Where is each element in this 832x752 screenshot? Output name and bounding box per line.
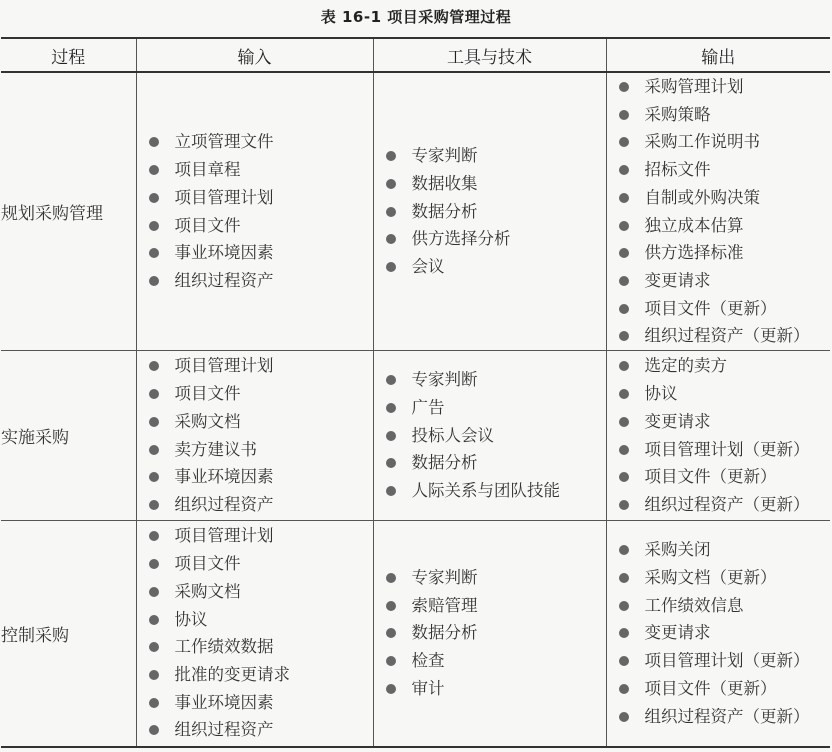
list-item: 立项管理文件 <box>145 128 373 156</box>
outputs-list <box>607 536 831 730</box>
inputs-cell <box>136 521 373 747</box>
list-item: 采购策略 <box>615 101 831 129</box>
list-item: 选定的卖方 <box>615 352 831 380</box>
list-item: 审计 <box>382 675 606 703</box>
list-item: 批准的变更请求 <box>145 661 373 689</box>
header-outputs: 输出 <box>606 38 830 72</box>
table-header-row <box>1 38 830 72</box>
list-item: 数据分析 <box>382 198 606 226</box>
list-item: 组织过程资产 <box>145 267 373 295</box>
tools-cell <box>373 521 606 747</box>
inputs-cell <box>136 351 373 521</box>
outputs-cell <box>606 72 830 351</box>
list-item: 采购工作说明书 <box>615 128 831 156</box>
list-item: 协议 <box>145 606 373 634</box>
list-item: 采购关闭 <box>615 536 831 564</box>
list-item: 项目管理计划（更新） <box>615 647 831 675</box>
list-item: 组织过程资产 <box>145 491 373 519</box>
list-item: 工作绩效信息 <box>615 592 831 620</box>
list-item: 采购文档 <box>145 408 373 436</box>
header-process: 过程 <box>1 38 136 72</box>
tools-cell <box>373 351 606 521</box>
list-item: 工作绩效数据 <box>145 633 373 661</box>
list-item: 组织过程资产（更新） <box>615 322 831 350</box>
list-item: 数据分析 <box>382 449 606 477</box>
list-item: 变更请求 <box>615 267 831 295</box>
tools-list <box>374 564 606 703</box>
list-item: 项目管理计划（更新） <box>615 436 831 464</box>
list-item: 专家判断 <box>382 564 606 592</box>
list-item: 事业环境因素 <box>145 239 373 267</box>
process-name: 实施采购 <box>1 351 136 521</box>
list-item: 组织过程资产（更新） <box>615 703 831 731</box>
list-item: 卖方建议书 <box>145 436 373 464</box>
process-name: 控制采购 <box>1 521 136 747</box>
procurement-process-table <box>1 37 830 748</box>
list-item: 数据分析 <box>382 619 606 647</box>
inputs-list <box>137 352 373 518</box>
list-item: 项目文件 <box>145 212 373 240</box>
table-row <box>1 72 830 351</box>
list-item: 自制或外购决策 <box>615 184 831 212</box>
list-item: 事业环境因素 <box>145 689 373 717</box>
inputs-list <box>137 522 373 744</box>
header-tools: 工具与技术 <box>373 38 606 72</box>
outputs-list <box>607 352 831 518</box>
list-item: 协议 <box>615 380 831 408</box>
list-item: 采购文档 <box>145 578 373 606</box>
list-item: 项目管理计划 <box>145 352 373 380</box>
list-item: 检查 <box>382 647 606 675</box>
inputs-cell <box>136 72 373 351</box>
tools-list <box>374 366 606 505</box>
list-item: 项目章程 <box>145 156 373 184</box>
tools-list <box>374 142 606 281</box>
list-item: 采购文档（更新） <box>615 564 831 592</box>
outputs-cell <box>606 521 830 747</box>
header-inputs: 输入 <box>136 38 373 72</box>
list-item: 供方选择分析 <box>382 225 606 253</box>
list-item: 项目文件 <box>145 550 373 578</box>
list-item: 组织过程资产 <box>145 716 373 744</box>
list-item: 项目文件（更新） <box>615 675 831 703</box>
list-item: 项目文件（更新） <box>615 463 831 491</box>
table-caption: 表 16-1 项目采购管理过程 <box>320 8 512 26</box>
list-item: 投标人会议 <box>382 422 606 450</box>
list-item: 项目管理计划 <box>145 522 373 550</box>
table-row <box>1 351 830 521</box>
list-item: 项目文件（更新） <box>615 295 831 323</box>
list-item: 数据收集 <box>382 170 606 198</box>
list-item: 索赔管理 <box>382 592 606 620</box>
list-item: 事业环境因素 <box>145 463 373 491</box>
tools-cell <box>373 72 606 351</box>
list-item: 广告 <box>382 394 606 422</box>
list-item: 专家判断 <box>382 142 606 170</box>
list-item: 项目文件 <box>145 380 373 408</box>
table-row <box>1 521 830 747</box>
process-name: 规划采购管理 <box>1 72 136 351</box>
list-item: 变更请求 <box>615 619 831 647</box>
list-item: 采购管理计划 <box>615 73 831 101</box>
list-item: 招标文件 <box>615 156 831 184</box>
list-item: 组织过程资产（更新） <box>615 491 831 519</box>
outputs-list <box>607 73 831 350</box>
list-item: 专家判断 <box>382 366 606 394</box>
outputs-cell <box>606 351 830 521</box>
list-item: 变更请求 <box>615 408 831 436</box>
inputs-list <box>137 128 373 294</box>
list-item: 会议 <box>382 253 606 281</box>
list-item: 人际关系与团队技能 <box>382 477 606 505</box>
list-item: 项目管理计划 <box>145 184 373 212</box>
list-item: 独立成本估算 <box>615 212 831 240</box>
list-item: 供方选择标准 <box>615 239 831 267</box>
